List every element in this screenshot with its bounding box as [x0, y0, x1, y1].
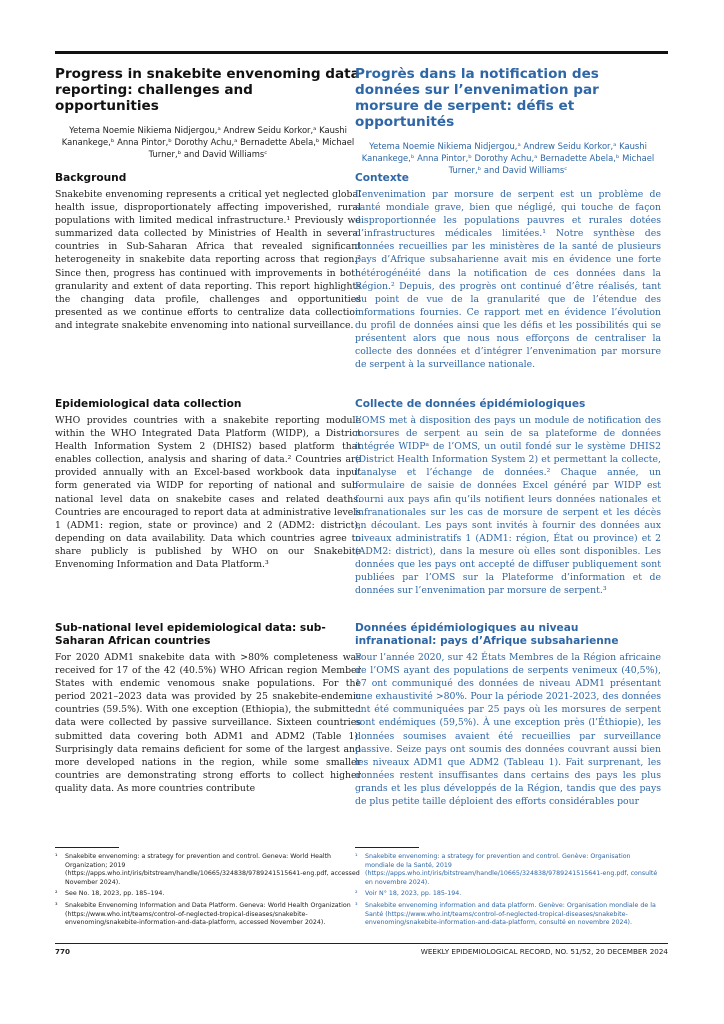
section-subnational-en	[55, 622, 361, 795]
footnote-text: Snakebite envenoming information and data platform. Genève: Organisation mondiale de la Santé (https://www.who.int/teams/control-of-neglected-tropical-diseases/snakebite-envenoming/snakebite-information-and-data-platform, consulté en novembre 2024).	[365, 901, 656, 927]
heading-background: Background	[55, 172, 127, 184]
authors-fr: Yetema Noemie Nikiema Nidjergou,ᵃ Andrew Seidu Korkor,ᵃ Kaushi Kanankege,ᵇ Anna Pintor,ᵇ Dorothy Achu,ᵃ Bernadette Abela,ᵇ Michael Turner,ᵇ and David Williamsᶜ	[361, 141, 655, 175]
footnote-number: ²	[55, 890, 58, 898]
heading-collecte: Collecte de données épidémiologiques	[355, 398, 586, 410]
paragraph-epi-data: WHO provides countries with a snakebite reporting module within the WHO Integrated Data Platform (WIDP), a District Health Information System 2 (DHIS2) based platform that enables collection, analysis and sharing of data.² Countries are provided annually with an Excel-based workbook data input form generated via WIDP for reporting of national and sub-national level data on snakebite cases and related deaths. Countries are encouraged to report data at administrative levels 1 (ADM1: region, state or province) and 2 (ADM2: district), depending on data availability. Data which countries agree to share publicly is published by WHO on our Snakebite Envenoming Information and Data Platform.³	[55, 415, 361, 571]
footnote-text: Snakebite Envenoming Information and Data Platform. Geneva: World Health Organization (https://www.who.int/teams/control-of-neglected-tropical-diseases/snakebite-envenoming/snakebite-information-and-data-platform, accessed November 2024).	[65, 901, 351, 927]
footnote-en	[55, 902, 361, 928]
heading-epi-data: Epidemiological data collection	[55, 398, 242, 410]
footnote-fr	[355, 890, 661, 899]
footnote-text: Snakebite envenoming: a strategy for prevention and control. Geneva: World Health Organization; 2019 (https://apps.who.int/iris/bitstream/handle/10665/324838/9789241515641-eng.pdf, accessed November 2024).	[65, 853, 360, 886]
section-collecte-fr	[355, 398, 661, 597]
heading-infranational: Données épidémiologiques au niveau infranational: pays d’Afrique subsaharienne	[355, 622, 619, 647]
section-contexte-fr	[355, 172, 661, 371]
footnote-text: See No. 18, 2023, pp. 185–194.	[65, 890, 165, 898]
footnote-text: Voir N° 18, 2023, pp. 185-194.	[365, 890, 462, 898]
paragraph-collecte: L’OMS met à disposition des pays un module de notification des morsures de serpent au sein de sa plateforme de données intégrée WIDPᵃ de l’OMS, un outil fondé sur le système DHIS2 (District Health Information System 2) et permettant la collecte, l’analyse et l’échange de données.² Chaque année, un formulaire de saisie de données Excel généré par WIDP est fourni aux pays afin qu’ils notifient leurs données nationales et infranationales sur les cas de morsure de serpent et les décès en découlant. Les pays sont invités à fournir des données aux niveaux administratifs 1 (ADM1: région, État ou province) et 2 (ADM2: district), dans la mesure où elles sont disponibles. Les données que les pays ont accepté de diffuser publiquement sont publiées par l’OMS sur la Plateforme d’information et de données sur l’envenimation par morsure de serpent.³	[355, 415, 661, 597]
page-number: 770	[55, 947, 71, 956]
footnote-en	[55, 890, 361, 899]
footnote-number: ²	[355, 890, 358, 898]
section-background-en	[55, 172, 361, 332]
footnote-text: Snakebite envenoming: a strategy for prevention and control. Genève: Organisation mondiale de la Santé, 2019 (https://apps.who.int/iris/bitstream/handle/10665/324838/9789241515641-eng.pdf, consulté en novembre 2024).	[365, 853, 658, 886]
footnote-number: ³	[355, 901, 358, 909]
heading-contexte: Contexte	[355, 172, 409, 184]
footnote-fr	[355, 902, 661, 928]
page-footer	[55, 943, 668, 956]
footnotes-en	[55, 853, 361, 931]
footnote-number: ¹	[355, 853, 358, 860]
authors-en: Yetema Noemie Nikiema Nidjergou,ᵃ Andrew Seidu Korkor,ᵃ Kaushi Kanankege,ᵇ Anna Pintor,ᵇ Dorothy Achu,ᵃ Bernadette Abela,ᵇ Michael Turner,ᵇ and David Williamsᶜ	[61, 125, 355, 159]
footnote-number: ¹	[55, 853, 58, 860]
footnote-rule-en	[55, 847, 119, 848]
footnote-rule-fr	[355, 847, 419, 848]
footnotes-fr	[355, 853, 661, 931]
paragraph-infranational: Pour l’année 2020, sur 42 États Membres de la Région africaine de l’OMS ayant des populations de serpents venimeux (40,5%), 17 ont communiqué des données de niveau ADM1 présentant une exhaustivité >80%. Pour la période 2021-2023, des données ont été communiquées par 25 pays où les morsures de serpent sont endémiques (59,5%). À une exception près (l’Éthiopie), les données soumises avaient été recueillies par surveillance passive. Seize pays ont soumis des données couvrant aussi bien les niveaux ADM1 que ADM2 (Tableau 1). Fait surprenant, les données restent insuffisantes dans certains des pays les plus grands et les plus développés de la Région, tandis que des pays de plus petite taille déploient des efforts considérables pour	[355, 652, 661, 808]
paragraph-subnational: For 2020 ADM1 snakebite data with >80% completeness was received for 17 of the 42 (40.5%) WHO African region Member States with endemic venomous snake populations. For the period 2021–2023 data was provided by 25 snakebite-endemic countries (59.5%). With one exception (Ethiopia), the submitted data were collected by passive surveillance. Sixteen countries submitted data covering both ADM1 and ADM2 (Table 1). Surprisingly data remains deficient for some of the largest and more developed nations in the region, while some smaller countries are demonstrating strong efforts to collect higher quality data. As more countries contribute	[55, 652, 361, 794]
section-infranational-fr	[355, 622, 661, 808]
heading-subnational: Sub-national level epidemiological data: sub-Saharan African countries	[55, 622, 326, 647]
footnote-number: ³	[55, 901, 58, 909]
article-title-fr: Progrès dans la notification des données sur l’envenimation par morsure de serpent: défis et opportunités	[355, 66, 599, 130]
paragraph-contexte: L’envenimation par morsure de serpent est un problème de santé mondiale grave, bien que négligé, qui touche de façon disproportionnée les populations pauvres et rurales dotées d’infrastructures médicales limitées.¹ Notre synthèse des données recueillies par les ministères de la santé de plusieurs pays d’Afrique subsaharienne avait mis en évidence une forte hétérogénéité dans la notification de ces données dans la Région.² Depuis, des progrès ont continué d’être réalisés, tant du point de vue de la granularité que de l’étendue des informations fournies. Ce rapport met en évidence l’évolution du profil de données ainsi que les défis et les possibilités qui se présentent alors que nous nous efforçons de centraliser la collecte des données et d’intégrer l’envenimation par morsure de serpent à la surveillance nationale.	[355, 189, 661, 371]
footnote-en	[55, 853, 361, 887]
french-column	[355, 66, 661, 808]
english-column	[55, 66, 361, 794]
running-title: WEEKLY EPIDEMIOLOGICAL RECORD, NO. 51/52, 20 DECEMBER 2024	[420, 947, 668, 956]
top-rule	[55, 51, 668, 54]
section-epi-data-en	[55, 398, 361, 571]
footnote-fr	[355, 853, 661, 887]
article-title-en: Progress in snakebite envenoming data reporting: challenges and opportunities	[55, 66, 360, 114]
paragraph-background: Snakebite envenoming represents a critical yet neglected global health issue, disproportionately affecting impoverished, rural populations with limited medical infrastructure.¹ Previously we summarized data collected by Ministries of Health in several countries in Sub-Saharan Africa that revealed significant heterogeneity in snakebite data reporting across that region.² Since then, progress has continued with improvements in both granularity and extent of data reporting. This report highlights the changing data profile, challenges and opportunities presented as we continue efforts to centralize data collection and integrate snakebite envenoming into national surveillance.	[55, 189, 361, 331]
